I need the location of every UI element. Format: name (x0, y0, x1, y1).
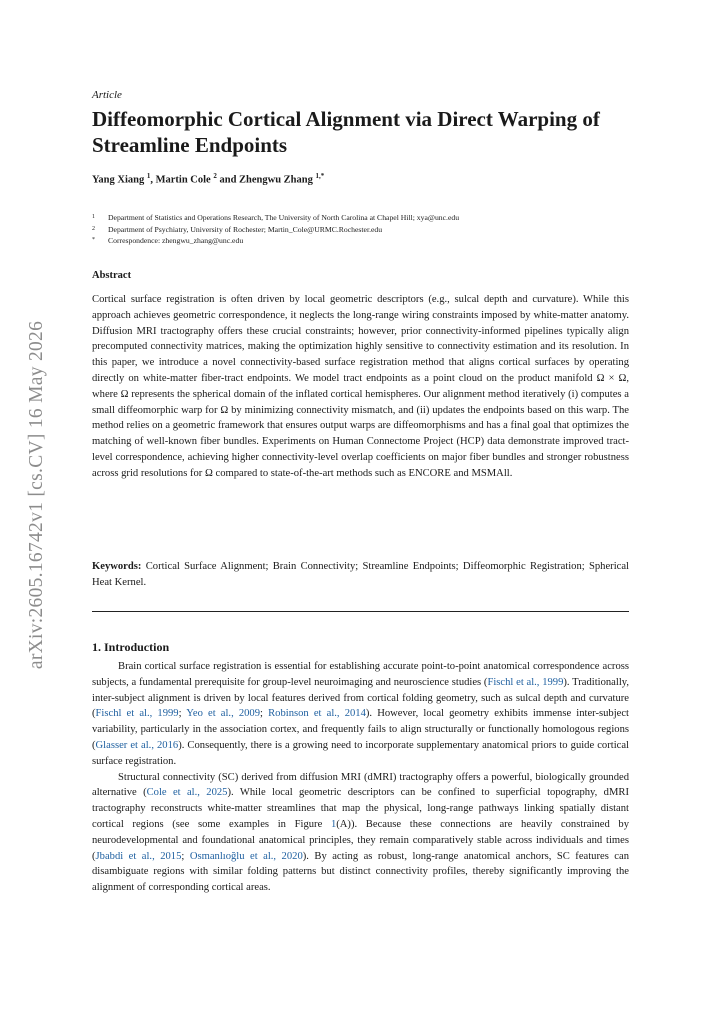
citation-link[interactable]: Glasser et al., 2016 (95, 739, 179, 751)
affiliation-mark: 1 (92, 214, 95, 220)
affiliation-mark: 2 (213, 172, 217, 180)
affiliation-list (92, 212, 629, 247)
text-run: Brain cortical surface registration is essential for establishing accurate point-to-point anatomical correspondence across subjects, a fundamental prerequisite for group-level neuroimaging and neuroscience studies ( (92, 661, 629, 688)
citation-link[interactable]: Fischl et al., 1999 (487, 676, 564, 688)
keywords-label: Keywords: (92, 561, 142, 572)
citation-link[interactable]: Osmanlıoğlu et al., 2020 (189, 850, 303, 862)
citation-link[interactable]: Cole et al., 2025 (146, 787, 228, 799)
affiliation-text: Correspondence: zhengwu_zhang@unc.edu (108, 236, 244, 245)
text-run: ; (178, 708, 187, 720)
text-run: Structural connectivity (SC) derived from diffusion MRI (dMRI) tractography offers a powerful, biologically grounded alternative ( (92, 771, 629, 799)
text-run: ). By acting as robust, long-range anatomical anchors, SC features can disambiguate regions with similar folding patterns but distinct connectivity profiles, thereby significantly improving the alignment of corresponding cortical areas. (92, 850, 629, 894)
text-run: ). Consequently, there is a growing need to incorporate supplementary anatomical priors to guide cortical surface registration. (92, 739, 629, 767)
keywords (92, 559, 629, 591)
arxiv-stamp (22, 290, 52, 700)
author-name: , Martin Cole (150, 174, 214, 186)
affiliation-mark: 1 (146, 172, 151, 180)
affiliation-text: Department of Statistics and Operations Research, The University of North Carolina at Chapel Hill; xya@unc.edu (108, 213, 460, 222)
citation-link[interactable]: Robinson et al., 2014 (268, 708, 366, 720)
affiliation-text: Department of Psychiatry, University of Rochester; Martin_Cole@URMC.Rochester.edu (108, 224, 383, 234)
citation-link[interactable]: Fischl et al., 1999 (95, 708, 179, 720)
abstract-heading: Abstract (92, 270, 132, 281)
citation-link[interactable]: Yeo et al., 2009 (186, 708, 261, 720)
author-name: Yang Xiang (92, 174, 147, 186)
introduction-body (92, 659, 629, 896)
text-run: ). Traditionally, inter-subject alignment is driven by local features derived from cortical folding geometry, such as sulcal depth and curvature ( (92, 676, 630, 720)
paper-title: Diffeomorphic Cortical Alignment via Direct Warping of Streamline Endpoints (92, 107, 600, 157)
article-label: Article (92, 89, 122, 101)
arxiv-id: arXiv:2605.16742v1 [cs.CV] 16 May 2026 (26, 320, 47, 670)
author-name: and Zhengwu Zhang (216, 174, 316, 186)
abstract-text: Cortical surface registration is often driven by local geometric descriptors (e.g., sulcal depth and curvature). While this approach achieves geometric correspondence, it neglects the long-range wiring constraints imposed by white-matter anatomy. Diffusion MRI tractography offers these crucial constraints; however, prior connectivity-informed pipelines typically align precomputed connectivity matrices, making the optimization highly sensitive to connectivity estimation and its resolution. In this paper, we introduce a novel connectivity-based surface registration method that aligns cortical surfaces by operating directly on white-matter fiber-tract endpoints. We model tract endpoints as a point cloud on the product manifold Ω × Ω, where Ω represents the spherical domain of the inflated cortical hemispheres. Our alignment method iteratively (i) computes a small diffeomorphic warp for Ω by minimizing connectivity mismatch, and (ii) updates the endpoints based on this warp. The method relies on a geometric framework that ensures output warps are diffeomorphisms and has a final goal that optimizes the matching of well-known fiber bundles. Experiments on Human Connectome Project (HCP) data demonstrate improved tract-level correspondence, achieving higher connectivity-level overlap coefficients on major fiber bundles and stronger robustness across grid resolutions for Ω compared to state-of-the-art methods such as ENCORE and MSMAll. (92, 294, 629, 479)
keywords-text: Cortical Surface Alignment; Brain Connectivity; Streamline Endpoints; Diffeomorphic Registration; Spherical Heat Kernel. (92, 561, 629, 588)
text-run: ; (260, 708, 269, 720)
affiliation-mark: 1,* (315, 172, 325, 180)
text-run: ; (181, 850, 190, 862)
paragraph (92, 659, 629, 770)
section-divider (92, 611, 629, 612)
affiliation-item (92, 212, 629, 224)
citation-link[interactable]: Jbabdi et al., 2015 (95, 850, 182, 862)
author-list (92, 172, 629, 186)
affiliation-mark: 2 (92, 225, 95, 232)
text-run: ). However, local geometry exhibits immense inter-subject variability, particularly in the association cortex, and frequently fails to align structurally or functionally homologous regions ( (92, 708, 630, 751)
affiliation-item (92, 224, 629, 236)
figure-link[interactable]: 1 (330, 818, 337, 830)
affiliation-item (92, 235, 629, 247)
section-heading: 1. Introduction (92, 640, 170, 654)
affiliation-mark: * (92, 237, 95, 243)
text-run: ). While local geometric descriptors can be confined to superficial topography, dMRI tractography reconstructs white-matter streamlines that map the physical, long-range pathways linking spatially distant cortical regions (see some examples in Figure (92, 787, 629, 830)
paragraph (92, 770, 629, 896)
text-run: (A)). Because these connections are heavily constrained by neurodevelopmental and foundational anatomical principles, they remain comparatively stable across individuals and times ( (92, 818, 630, 862)
